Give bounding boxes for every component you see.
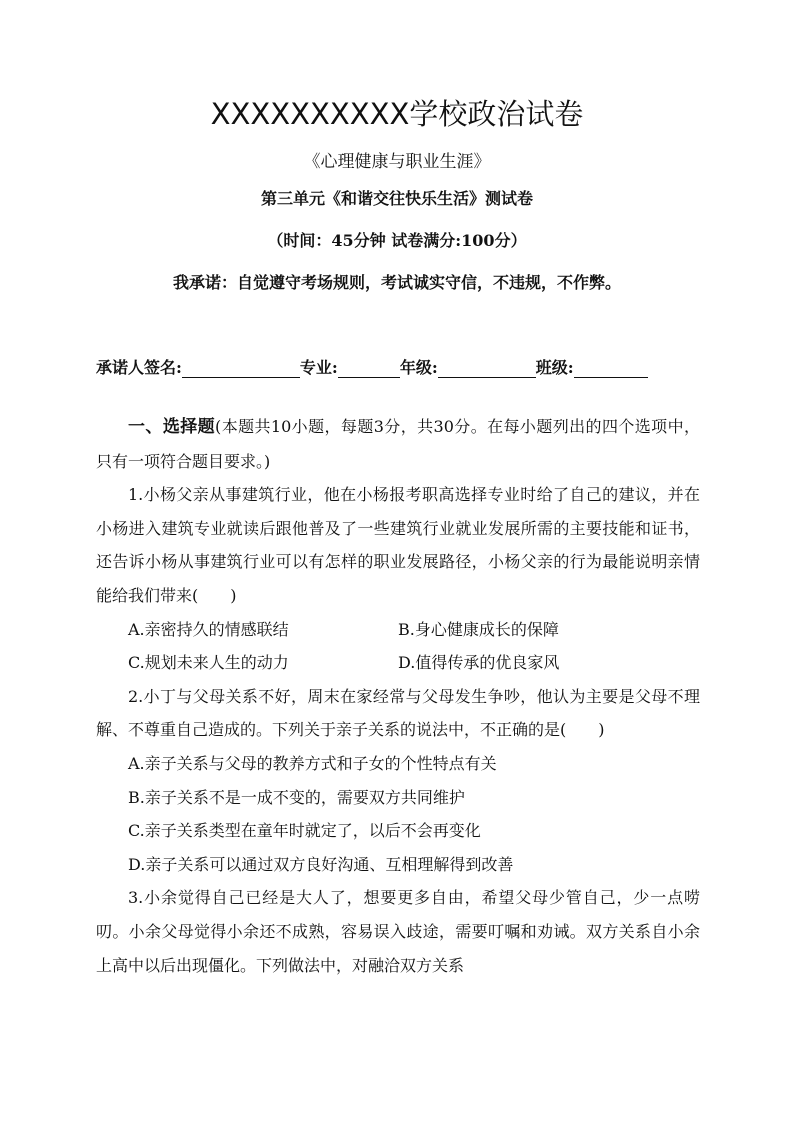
honesty-pledge: 我承诺：自觉遵守考场规则，考试诚实守信，不违规，不作弊。: [172, 273, 621, 292]
class-field[interactable]: [574, 359, 648, 378]
section-heading: 一、选择题: [128, 417, 216, 437]
option-a[interactable]: A.亲密持久的情感联结: [128, 619, 289, 639]
option-row: [96, 613, 700, 647]
section-heading-paragraph: [96, 410, 700, 478]
question-stem: 1.小杨父亲从事建筑行业，他在小杨报考职高选择专业时给了自己的建议，并在小杨进入建筑专业就读后跟他普及了一些建筑行业就业发展所需的主要技能和证书，还告诉小杨从事建筑行业可以有怎样的职业发展路径，小杨父亲的行为最能说明亲情能给我们带来( ): [96, 485, 700, 605]
exam-title: XXXXXXXXXX学校政治试卷: [210, 97, 584, 131]
signature-row: [96, 352, 700, 378]
major-label: 专业:: [299, 358, 338, 377]
grade-field[interactable]: [438, 359, 536, 378]
signer-label: 承诺人签名:: [96, 358, 182, 377]
option-c[interactable]: C.亲子关系类型在童年时就定了，以后不会再变化: [128, 821, 481, 841]
option-row: [96, 646, 700, 680]
signer-field[interactable]: [182, 359, 300, 378]
option-c[interactable]: C.规划未来人生的动力: [128, 653, 289, 673]
exam-body: [96, 410, 700, 982]
option-d[interactable]: D.亲子关系可以通过双方良好沟通、互相理解得到改善: [128, 854, 514, 874]
option-d[interactable]: D.值得传承的优良家风: [398, 653, 560, 673]
class-label: 班级:: [535, 358, 574, 377]
major-field[interactable]: [338, 359, 400, 378]
exam-timing: （时间：45分钟 试卷满分:100分）: [267, 231, 527, 250]
question-stem: 2.小丁与父母关系不好，周末在家经常与父母发生争吵，他认为主要是父母不理解、不尊重自己造成的。下列关于亲子关系的说法中，不正确的是( ): [96, 686, 700, 740]
option-b[interactable]: B.亲子关系不是一成不变的，需要双方共同维护: [128, 787, 465, 807]
unit-title: 第三单元《和谐交往快乐生活》测试卷: [260, 189, 533, 208]
question-stem: 3.小余觉得自己已经是大人了，想要更多自由，希望父母少管自己，少一点唠叨。小余父母觉得小余还不成熟，容易误入歧途，需要叮嘱和劝诫。双方关系自小余上高中以后出现僵化。下列做法中，对融洽双方关系: [96, 888, 700, 975]
section-instructions: (本题共10小题，每题3分，共30分。在每小题列出的四个选项中，只有一项符合题目要求。): [96, 417, 700, 471]
option-b[interactable]: B.身心健康成长的保障: [398, 619, 559, 639]
grade-label: 年级:: [399, 358, 438, 377]
course-subtitle: 《心理健康与职业生涯》: [303, 152, 491, 172]
option-a[interactable]: A.亲子关系与父母的教养方式和子女的个性特点有关: [128, 753, 497, 773]
